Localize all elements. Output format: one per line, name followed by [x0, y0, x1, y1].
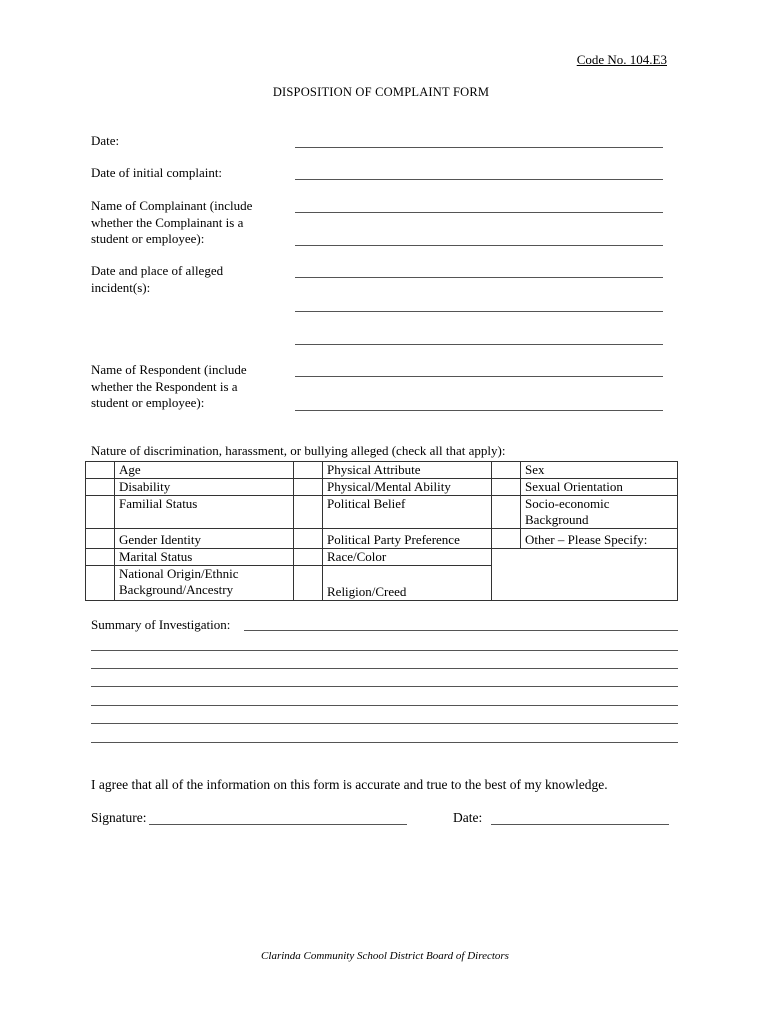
option-political-belief: Political Belief [323, 496, 492, 529]
initial-complaint-label: Date of initial complaint: [91, 165, 223, 180]
option-gender-identity: Gender Identity [115, 529, 294, 549]
option-political-party-preference: Political Party Preference [323, 529, 492, 549]
complainant-field-line-1[interactable] [295, 212, 663, 213]
option-socio-economic-background: Socio-economic Background [521, 496, 678, 529]
code-number: Code No. 104.E3 [576, 52, 667, 67]
option-marital-status: Marital Status [115, 549, 294, 566]
form-title: DISPOSITION OF COMPLAINT FORM [272, 85, 490, 99]
option-race-color: Race/Color [323, 549, 492, 566]
summary-label: Summary of Investigation: [91, 617, 231, 632]
summary-line-3[interactable] [91, 668, 678, 669]
checkbox[interactable] [86, 529, 115, 549]
incident-field-line-1[interactable] [295, 277, 663, 278]
option-national-origin: National Origin/Ethnic Background/Ancestry [115, 566, 294, 601]
other-specify-area[interactable] [492, 549, 678, 601]
summary-line-6[interactable] [91, 723, 678, 724]
checkbox[interactable] [294, 549, 323, 566]
option-familial-status: Familial Status [115, 496, 294, 529]
checklist-row [86, 549, 678, 566]
checkbox[interactable] [86, 496, 115, 529]
checkbox[interactable] [294, 462, 323, 479]
summary-line-5[interactable] [91, 705, 678, 706]
date-field[interactable] [295, 147, 663, 148]
initial-complaint-field[interactable] [295, 179, 663, 180]
signature-label: Signature: [91, 810, 147, 825]
checkbox[interactable] [492, 479, 521, 496]
incident-field-line-2[interactable] [295, 311, 663, 312]
checkbox[interactable] [492, 529, 521, 549]
page-footer: Clarinda Community School District Board of Directors [261, 950, 509, 962]
option-religion-creed: Religion/Creed [323, 566, 492, 601]
nature-prompt: Nature of discrimination, harassment, or bullying alleged (check all that apply): [91, 443, 506, 458]
incident-label: Date and place of alleged incident(s): [91, 263, 224, 295]
date-label: Date: [91, 133, 120, 148]
attestation-statement: I agree that all of the information on this form is accurate and true to the best of my knowledge. [91, 777, 608, 792]
respondent-label: Name of Respondent (include whether the Respondent is a student or employee): [91, 362, 247, 410]
option-other-please-specify: Other – Please Specify: [521, 529, 678, 549]
complainant-field-line-2[interactable] [295, 245, 663, 246]
option-physical-mental-ability: Physical/Mental Ability [323, 479, 492, 496]
checkbox[interactable] [86, 549, 115, 566]
summary-line-7[interactable] [91, 742, 678, 743]
checkbox[interactable] [294, 566, 323, 601]
checklist-row [86, 529, 678, 549]
signature-field[interactable] [149, 824, 407, 825]
checkbox[interactable] [294, 529, 323, 549]
option-physical-attribute: Physical Attribute [323, 462, 492, 479]
checklist-row [86, 462, 678, 479]
checklist-row [86, 479, 678, 496]
option-sexual-orientation: Sexual Orientation [521, 479, 678, 496]
allegation-checklist [85, 461, 678, 601]
option-age: Age [115, 462, 294, 479]
checkbox[interactable] [492, 462, 521, 479]
checkbox[interactable] [86, 462, 115, 479]
respondent-field-line-1[interactable] [295, 376, 663, 377]
signature-date-label: Date: [453, 810, 483, 825]
checkbox[interactable] [86, 566, 115, 601]
checkbox[interactable] [86, 479, 115, 496]
checkbox[interactable] [294, 479, 323, 496]
respondent-field-line-2[interactable] [295, 410, 663, 411]
summary-line-1[interactable] [244, 630, 678, 631]
signature-date-field[interactable] [491, 824, 669, 825]
checklist-row [86, 496, 678, 529]
checkbox[interactable] [492, 496, 521, 529]
option-disability: Disability [115, 479, 294, 496]
incident-field-line-3[interactable] [295, 344, 663, 345]
summary-line-2[interactable] [91, 650, 678, 651]
summary-line-4[interactable] [91, 686, 678, 687]
checkbox[interactable] [294, 496, 323, 529]
complainant-label: Name of Complainant (include whether the Complainant is a student or employee): [91, 198, 253, 246]
option-sex: Sex [521, 462, 678, 479]
